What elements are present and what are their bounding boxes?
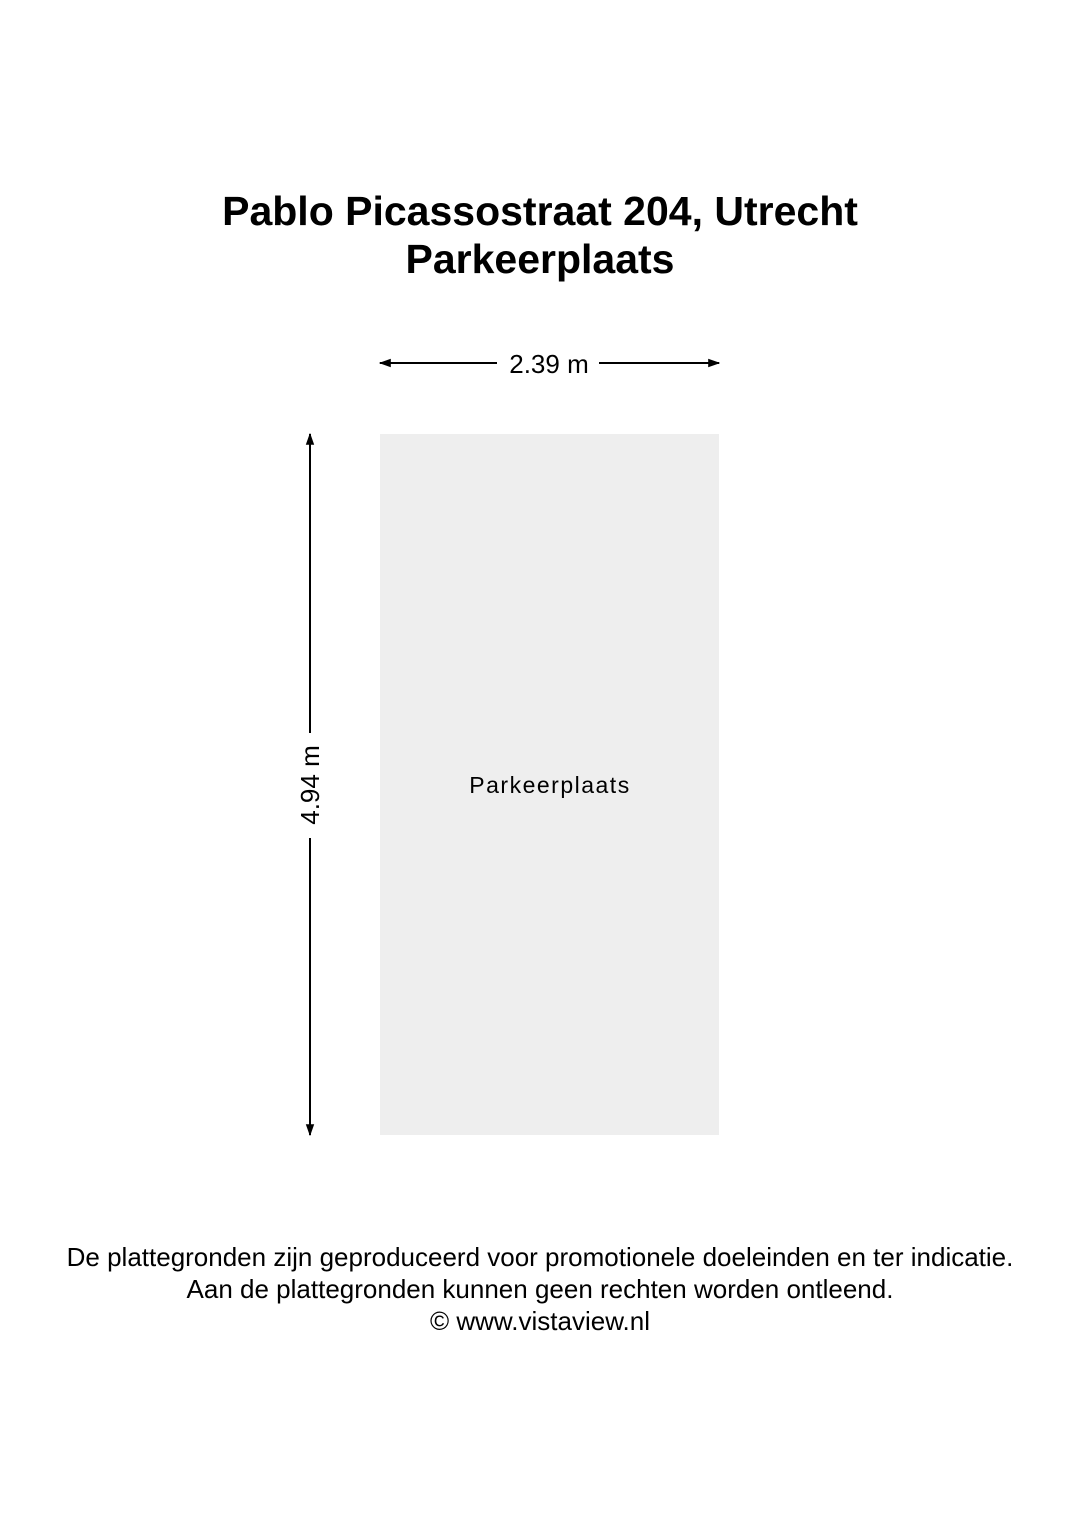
length-dimension-label: 4.94 m xyxy=(295,745,325,825)
plan-subtitle: Parkeerplaats xyxy=(405,236,675,282)
address-title: Pablo Picassostraat 204, Utrecht xyxy=(222,188,858,234)
width-dimension-label: 2.39 m xyxy=(509,349,589,379)
parking-space-label: Parkeerplaats xyxy=(469,772,631,798)
rights-disclaimer-line: Aan de plattegronden kunnen geen rechten worden ontleend. xyxy=(186,1274,894,1304)
width-dimension xyxy=(380,349,719,379)
disclaimer-line: De plattegronden zijn geproduceerd voor promotionele doeleinden en ter indicatie. xyxy=(66,1242,1014,1272)
length-dimension xyxy=(295,434,325,1135)
copyright-line: © www.vistaview.nl xyxy=(430,1306,650,1336)
